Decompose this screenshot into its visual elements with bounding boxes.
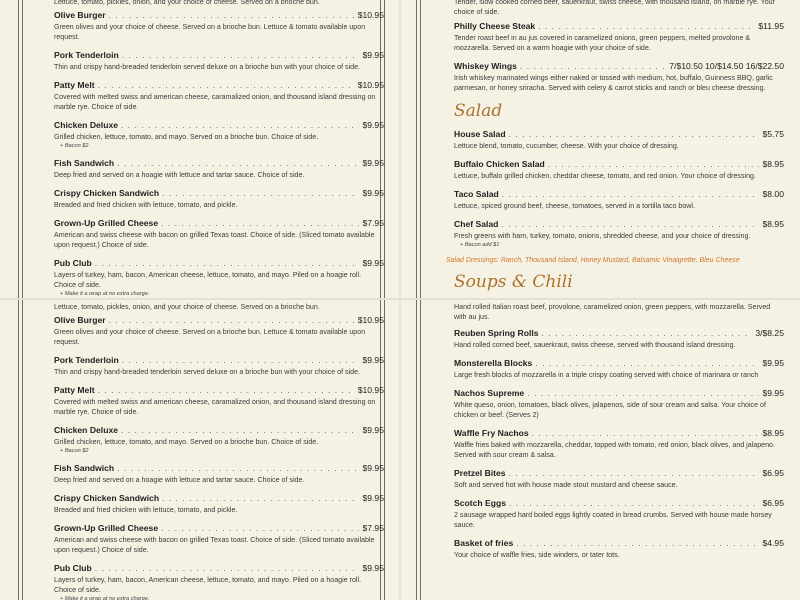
- menu-item-name: Pork Tenderloin: [54, 355, 119, 365]
- menu-item-price: $9.95: [362, 355, 384, 365]
- menu-item-description: American and swiss cheese with bacon on grilled Texas toast. Choice of side. (Sliced tomato available upon request.) Choice of side.: [54, 231, 375, 249]
- menu-item: [454, 219, 784, 249]
- dot-leader: [161, 218, 359, 229]
- menu-item-price: $9.95: [362, 50, 384, 60]
- menu-item-price: $9.95: [362, 120, 384, 130]
- page-border-line: [22, 300, 23, 600]
- menu-item-price: $9.95: [362, 258, 384, 268]
- menu-item-name: Grown-Up Grilled Cheese: [54, 218, 159, 228]
- menu-page-bottom-right: [400, 300, 800, 600]
- salad-dressings: Salad Dressings: Ranch, Thousand Island, Honey Mustard, Balsamic Vinaigrette, Bleu Cheese: [446, 257, 740, 264]
- menu-item-description: Covered with melted swiss and american cheese, caramalized onion, and thousand island dressing on marble rye. Choice of side.: [54, 398, 376, 416]
- menu-column: [54, 0, 384, 298]
- menu-item-row: [54, 425, 384, 436]
- item-list: [54, 315, 384, 600]
- menu-item-price: $5.75: [762, 129, 784, 139]
- menu-item: [54, 563, 384, 600]
- menu-item-name: Fish Sandwich: [54, 158, 115, 168]
- menu-item: [54, 355, 384, 377]
- menu-item: [54, 10, 384, 42]
- dot-leader: [98, 385, 355, 396]
- menu-item: [454, 189, 784, 211]
- menu-item-row: [54, 355, 384, 366]
- menu-item-row: [454, 538, 784, 549]
- menu-item: [54, 188, 384, 210]
- dot-leader: [161, 523, 359, 534]
- menu-item: [454, 468, 784, 490]
- dot-leader: [95, 563, 360, 574]
- menu-item-price: $6.95: [762, 468, 784, 478]
- menu-item: [54, 158, 384, 180]
- menu-item: [54, 258, 384, 298]
- menu-item-row: [454, 328, 784, 339]
- menu-item-description: Breaded and fried chicken with lettuce, tomato, and pickle.: [54, 201, 238, 209]
- section-title-soups: Soups & Chili: [454, 272, 573, 292]
- dot-leader: [95, 258, 360, 269]
- menu-item-row: [454, 189, 784, 200]
- item-description: Lettuce, tomato, pickles, onion, and your choice of cheese. Served on a brioche bun.: [54, 0, 320, 6]
- menu-item-note: + Bacon $2: [60, 448, 89, 454]
- dot-leader: [509, 498, 759, 509]
- menu-item-note: + Bacon add $1: [460, 242, 500, 248]
- dot-leader: [109, 10, 355, 21]
- section-title-salad: Salad: [454, 101, 503, 121]
- menu-item: [54, 523, 384, 555]
- menu-item-note: + Make it a wrap at no extra charge.: [60, 596, 150, 600]
- menu-item-description: Thin and crispy hand-breaded tenderloin served deluxe on a brioche bun with your choice of side.: [54, 63, 361, 71]
- menu-item-name: Chef Salad: [454, 219, 499, 229]
- menu-item-price: $10.95: [357, 10, 384, 20]
- menu-item-price: $8.95: [762, 219, 784, 229]
- menu-item-name: Olive Burger: [54, 10, 106, 20]
- menu-item-name: Chicken Deluxe: [54, 425, 118, 435]
- dot-leader: [527, 388, 759, 399]
- dot-leader: [535, 358, 759, 369]
- dot-leader: [122, 355, 360, 366]
- menu-item-description: Layers of turkey, ham, bacon, American cheese, lettuce, tomato, and mayo. Piled on a hoagie roll. Choice of side.: [54, 576, 362, 594]
- menu-item-row: [454, 358, 784, 369]
- menu-item-price: $9.95: [362, 463, 384, 473]
- dot-leader: [162, 493, 359, 504]
- menu-item: [54, 463, 384, 485]
- menu-item: [454, 388, 784, 420]
- menu-item-price: $9.95: [362, 563, 384, 573]
- page-border-line: [18, 300, 19, 600]
- menu-item-price: $8.95: [762, 428, 784, 438]
- menu-item-price: $7.95: [362, 218, 384, 228]
- menu-item: [454, 498, 784, 530]
- menu-item-name: Grown-Up Grilled Cheese: [54, 523, 159, 533]
- menu-item-price: 7/$10.50 10/$14.50 16/$22.50: [669, 61, 784, 71]
- menu-item: [54, 50, 384, 72]
- menu-item-price: $9.95: [762, 358, 784, 368]
- dot-leader: [542, 328, 753, 339]
- menu-item-name: Reuben Spring Rolls: [454, 328, 539, 338]
- menu-item-description: Your choice of waffle fries, side winders, or tater tots.: [454, 551, 620, 559]
- menu-item-description: Grilled chicken, lettuce, tomato, and mayo. Served on a brioche bun. Choice of side.: [54, 438, 319, 446]
- menu-item: [54, 218, 384, 250]
- menu-item: [454, 538, 784, 560]
- menu-item-row: [454, 129, 784, 140]
- menu-item-price: $10.95: [357, 80, 384, 90]
- menu-item-description: Soft and served hot with house made stout mustard and cheese sauce.: [454, 481, 678, 489]
- menu-item-name: Pub Club: [54, 563, 92, 573]
- menu-item-name: Whiskey Wings: [454, 61, 517, 71]
- menu-item-row: [454, 468, 784, 479]
- dot-leader: [502, 189, 760, 200]
- menu-item-note: + Bacon $2: [60, 143, 89, 149]
- menu-item-description: Lettuce, spiced ground beef, cheese, tomatoes, served in a tortilla taco bowl.: [454, 202, 695, 210]
- menu-item-row: [54, 158, 384, 169]
- menu-item-row: [454, 61, 784, 72]
- menu-item: [454, 159, 784, 181]
- menu-item-name: Pub Club: [54, 258, 92, 268]
- menu-item-description: Deep fried and served on a hoagie with lettuce and tartar sauce. Choice of side.: [54, 476, 305, 484]
- menu-item-price: $8.95: [762, 159, 784, 169]
- menu-item: [454, 358, 784, 380]
- menu-item-description: Fresh greens with ham, turkey, tomato, onions, shredded cheese, and your choice of dressing.: [454, 232, 751, 240]
- menu-item: [54, 425, 384, 455]
- menu-item-price: $9.95: [362, 188, 384, 198]
- menu-item-price: $9.95: [362, 158, 384, 168]
- menu-item-name: Scotch Eggs: [454, 498, 507, 508]
- menu-item-name: Monsterella Blocks: [454, 358, 533, 368]
- menu-item-price: $10.95: [357, 385, 384, 395]
- menu-item: [454, 328, 784, 350]
- item-list: [54, 10, 384, 298]
- dot-leader: [532, 428, 760, 439]
- menu-item-description: Lettuce, buffalo grilled chicken, cheddar cheese, tomato, and red onion. Your choice of dressing.: [454, 172, 756, 180]
- dot-leader: [117, 463, 359, 474]
- menu-item-description: Large fresh blocks of mozzarella in a triple crispy coating served with choice of marinara or ranch: [454, 371, 759, 379]
- menu-item-row: [54, 563, 384, 574]
- menu-item-description: White queso, onion, tomatoes, black olives, jalapenos, side of sour cream and salsa. Your choice of chicken or beef. (Serves 2): [454, 401, 766, 419]
- dot-leader: [121, 425, 359, 436]
- menu-item-price: $9.95: [362, 425, 384, 435]
- menu-item-description: Lettuce blend, tomato, cucumber, cheese. With your choice of dressing.: [454, 142, 679, 150]
- menu-item: [54, 385, 384, 417]
- page-border-line: [22, 0, 23, 298]
- page-border-line: [420, 0, 421, 298]
- menu-page-bottom-left: [0, 300, 400, 600]
- menu-item-name: Philly Cheese Steak: [454, 21, 536, 31]
- menu-column: [446, 0, 784, 298]
- dot-leader: [117, 158, 359, 169]
- menu-item-description: Thin and crispy hand-breaded tenderloin served deluxe on a brioche bun with your choice of side.: [54, 368, 361, 376]
- menu-item-price: $11.95: [758, 21, 784, 31]
- menu-item-name: Patty Melt: [54, 385, 95, 395]
- salad-list: [454, 129, 784, 249]
- dot-leader: [122, 50, 360, 61]
- menu-item-row: [54, 188, 384, 199]
- menu-item-name: Buffalo Chicken Salad: [454, 159, 545, 169]
- menu-item-description: Irish whiskey marinated wings either naked or tossed with medium, hot, buffalo, Guinness BBQ, garlic parmesan, or honey sriracha. Served with celery & carrot sticks and ranch or bleu cheese dressing.: [454, 74, 773, 92]
- menu-item-row: [54, 50, 384, 61]
- menu-item-price: $9.95: [762, 388, 784, 398]
- menu-item-name: House Salad: [454, 129, 506, 139]
- menu-item-row: [54, 463, 384, 474]
- menu-item-name: Waffle Fry Nachos: [454, 428, 529, 438]
- menu-item-name: Pretzel Bites: [454, 468, 506, 478]
- item-description: Lettuce, tomato, pickles, onion, and your choice of cheese. Served on a brioche bun.: [54, 303, 320, 311]
- menu-item-description: Deep fried and served on a hoagie with lettuce and tartar sauce. Choice of side.: [54, 171, 305, 179]
- menu-page-top-left: [0, 0, 400, 298]
- menu-item-row: [454, 159, 784, 170]
- menu-item-price: $9.95: [362, 493, 384, 503]
- item-list: [454, 328, 784, 560]
- menu-item-description: Grilled chicken, lettuce, tomato, and mayo. Served on a brioche bun. Choice of side.: [54, 133, 319, 141]
- menu-item-note: + Make it a wrap at no extra charge.: [60, 291, 150, 297]
- menu-item-row: [54, 315, 384, 326]
- menu-item-row: [54, 493, 384, 504]
- menu-column: [454, 301, 784, 568]
- dot-leader: [501, 219, 759, 230]
- menu-item-description: Breaded and fried chicken with lettuce, tomato, and pickle.: [54, 506, 238, 514]
- menu-item-row: [54, 80, 384, 91]
- menu-item-name: Basket of fries: [454, 538, 514, 548]
- page-border-line: [416, 0, 417, 298]
- menu-item-description: 2 sausage wrapped hard boiled eggs lightly coated in bread crumbs. Served with house made horsey sauce.: [454, 511, 772, 529]
- menu-item-description: Tender roast beef in au jus covered in caramelized onions, green peppers, melted provolone & mozzarella. Served on a warm hoagie with your choice of side.: [454, 34, 751, 52]
- menu-item-price: $6.95: [762, 498, 784, 508]
- menu-item-description: Waffle fries baked with mozzarella, cheddar, topped with tomato, red onion, black olives, and jalapeno. Served with sour cream & salsa.: [454, 441, 775, 459]
- menu-item: [454, 61, 784, 93]
- menu-item-row: [454, 219, 784, 230]
- menu-item: [454, 21, 784, 53]
- menu-item-price: $7.95: [362, 523, 384, 533]
- dot-leader: [98, 80, 355, 91]
- menu-item-name: Crispy Chicken Sandwich: [54, 493, 160, 503]
- menu-item-name: Taco Salad: [454, 189, 499, 199]
- dot-leader: [538, 21, 755, 32]
- menu-page-top-right: [400, 0, 800, 298]
- dot-leader: [520, 61, 666, 72]
- menu-item: [54, 120, 384, 150]
- menu-item-row: [454, 21, 784, 32]
- item-description: Hand rolled Italian roast beef, provolone, caramelized onion, green peppers, with mozzarella. Served with au jus.: [454, 303, 771, 321]
- dot-leader: [109, 315, 355, 326]
- menu-item-description: American and swiss cheese with bacon on grilled Texas toast. Choice of side. (Sliced tomato available upon request.) Choice of side.: [54, 536, 375, 554]
- menu-item-name: Crispy Chicken Sandwich: [54, 188, 160, 198]
- dot-leader: [121, 120, 359, 131]
- dot-leader: [509, 468, 760, 479]
- menu-item-price: $8.00: [762, 189, 784, 199]
- dot-leader: [162, 188, 359, 199]
- page-border-line: [18, 0, 19, 298]
- menu-item-name: Patty Melt: [54, 80, 95, 90]
- menu-item-price: 3/$8.25: [755, 328, 784, 338]
- menu-item-row: [54, 523, 384, 534]
- menu-item-name: Fish Sandwich: [54, 463, 115, 473]
- item-description: Tender, slow cooked corned beef, sauerkraut, swiss cheese, with thousand island, on marble rye. Your choice of side.: [454, 0, 775, 16]
- menu-item-description: Layers of turkey, ham, bacon, American cheese, lettuce, tomato, and mayo. Piled on a hoagie roll. Choice of side.: [54, 271, 362, 289]
- menu-item-row: [454, 498, 784, 509]
- dot-leader: [548, 159, 760, 170]
- dot-leader: [516, 538, 759, 549]
- menu-item-description: Hand rolled corned beef, sauerkraut, swiss cheese, served with thousand island dressing.: [454, 341, 736, 349]
- menu-item: [454, 428, 784, 460]
- menu-column: [54, 301, 384, 600]
- page-border-line: [416, 300, 417, 600]
- menu-item-row: [54, 258, 384, 269]
- menu-item: [54, 80, 384, 112]
- menu-item-price: $10.95: [357, 315, 384, 325]
- dot-leader: [509, 129, 760, 140]
- menu-item-row: [54, 385, 384, 396]
- page-border-line: [420, 300, 421, 600]
- item-list: [454, 21, 784, 93]
- menu-item-description: Covered with melted swiss and american cheese, caramalized onion, and thousand island dressing on marble rye. Choice of side.: [54, 93, 376, 111]
- menu-item-name: Chicken Deluxe: [54, 120, 118, 130]
- menu-item-row: [54, 218, 384, 229]
- page-border-line: [384, 300, 385, 600]
- menu-item-price: $4.95: [762, 538, 784, 548]
- menu-item-row: [454, 428, 784, 439]
- menu-item-row: [54, 120, 384, 131]
- menu-item: [54, 493, 384, 515]
- menu-item: [54, 315, 384, 347]
- menu-item-name: Pork Tenderloin: [54, 50, 119, 60]
- menu-item-row: [454, 388, 784, 399]
- menu-item: [454, 129, 784, 151]
- page-border-line: [384, 0, 385, 298]
- menu-item-description: Green olives and your choice of cheese. Served on a brioche bun. Lettuce & tomato available upon request.: [54, 23, 366, 41]
- page-seam-vertical: [399, 0, 401, 600]
- menu-item-description: Green olives and your choice of cheese. Served on a brioche bun. Lettuce & tomato available upon request.: [54, 328, 366, 346]
- menu-item-name: Nachos Supreme: [454, 388, 525, 398]
- menu-item-row: [54, 10, 384, 21]
- menu-item-name: Olive Burger: [54, 315, 106, 325]
